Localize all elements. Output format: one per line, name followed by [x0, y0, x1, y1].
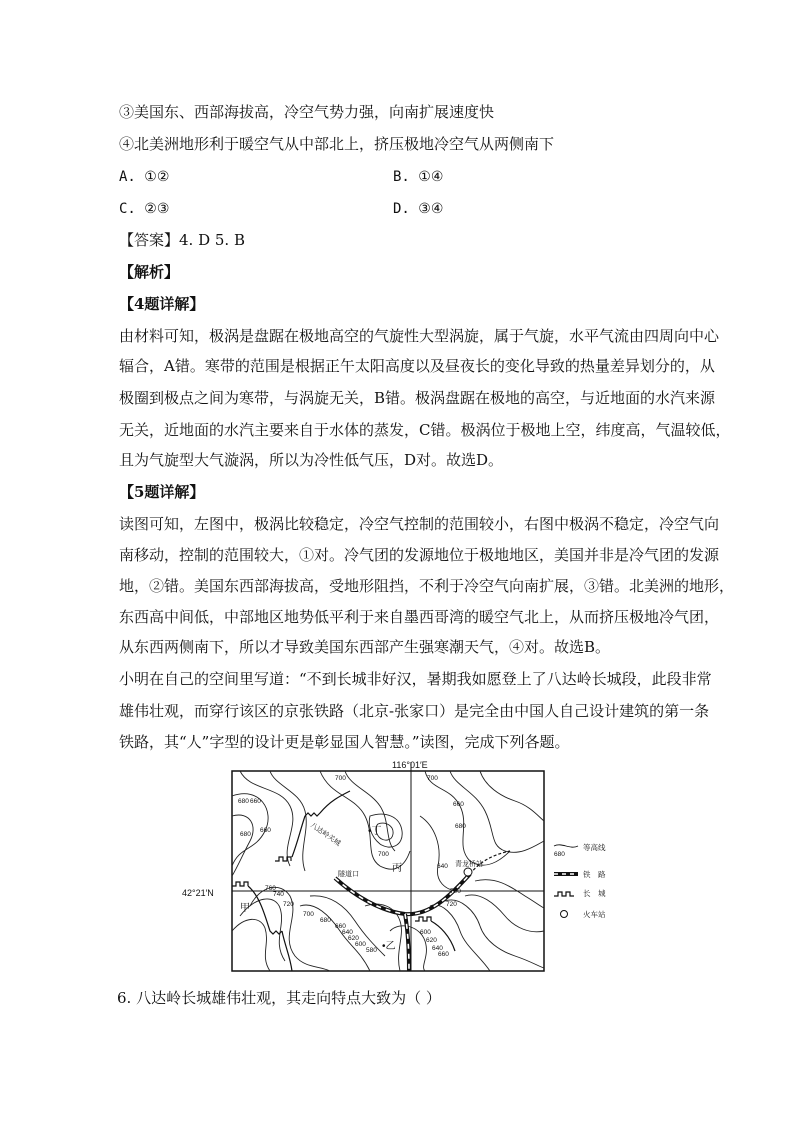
option-line-4: ④北美洲地形利于暖空气从中部北上，挤压极地冷空气从两侧南下 [119, 135, 555, 153]
svg-text:740: 740 [273, 891, 284, 898]
choice-d: D. ③④ [393, 201, 444, 217]
svg-text:660: 660 [250, 798, 261, 805]
place-label-bing: 丙 [392, 863, 402, 874]
legend-contour-value: 680 [554, 851, 565, 858]
q5-paragraph-line: 从东西两侧南下，所以才导致美国东西部产生强寒潮天气，④对。故选B。 [119, 638, 611, 656]
svg-text:660: 660 [260, 827, 271, 834]
svg-text:720: 720 [283, 901, 294, 908]
svg-text:700: 700 [303, 911, 314, 918]
q5-heading: 【5题详解】 [119, 483, 205, 501]
svg-text:600: 600 [355, 941, 366, 948]
latitude-label: 42°21′N [182, 888, 214, 898]
legend-contour-symbol [554, 845, 578, 847]
legend-station-label: 火车站 [583, 910, 606, 919]
q4-paragraph-line: 且为气旋型大气漩涡，所以为冷性低气压，D对。故选D。 [119, 451, 504, 469]
longitude-label: 116°01′E [392, 760, 428, 770]
svg-text:720: 720 [446, 901, 457, 908]
svg-text:640: 640 [342, 929, 353, 936]
tunnel-label: 隧道口 [338, 871, 359, 878]
q5-paragraph-line: 南移动，控制的范围较大，①对。冷气团的发源地位于极地地区，美国并非是冷气团的发源 [119, 546, 720, 564]
svg-text:600: 600 [420, 929, 431, 936]
stem-paragraph-line: 雄伟壮观，而穿行该区的京张铁路（北京-张家口）是完全由中国人自己设计建筑的第一条 [119, 702, 710, 720]
question-6: 6. 八达岭长城雄伟壮观，其走向特点大致为（ ） [117, 989, 441, 1007]
svg-text:700: 700 [335, 775, 346, 782]
stem-paragraph-line: 铁路，其“人”字型的设计更是彰显国人智慧。”读图，完成下列各题。 [119, 733, 570, 751]
svg-text:660: 660 [453, 801, 464, 808]
place-label-jia: 甲 [240, 903, 250, 914]
choice-a: A. ①② [119, 169, 170, 185]
contour-map-figure [180, 756, 610, 976]
contour-map-svg [180, 756, 610, 976]
q4-paragraph-line: 无关，近地面的水汽主要来自于水体的蒸发，C错。极涡位于极地上空，纬度高，气温较低， [119, 421, 731, 439]
legend-wall-label: 长 城 [583, 889, 606, 898]
svg-text:680: 680 [238, 798, 249, 805]
map-legend [554, 842, 606, 919]
q4-heading: 【4题详解】 [119, 295, 205, 313]
q4-paragraph-line: 极圈到极点之间为寒带，与涡旋无关，B错。极涡盘踞在极地的高空，与近地面的水汽来源 [119, 389, 716, 407]
badaling-label: 八达岭关城 [308, 821, 342, 848]
q5-paragraph-line: 地，②错。美国东西部海拔高，受地形阻挡，不利于冷空气向南扩展，③错。北美洲的地形， [119, 577, 735, 595]
svg-text:700: 700 [450, 888, 461, 895]
svg-text:640: 640 [437, 863, 448, 870]
q5-paragraph-line: 读图可知，左图中，极涡比较稳定，冷空气控制的范围较小，右图中极涡不稳定，冷空气向 [119, 515, 720, 533]
svg-text:660: 660 [438, 951, 449, 958]
svg-text:620: 620 [348, 935, 359, 942]
svg-text:760: 760 [265, 885, 276, 892]
place-label-yi: •乙 [382, 941, 396, 952]
svg-text:580: 580 [366, 947, 377, 954]
choice-b: B. ①④ [393, 169, 444, 185]
svg-text:680: 680 [240, 831, 251, 838]
q4-paragraph-line: 由材料可知，极涡是盘踞在极地高空的气旋性大型涡旋，属于气旋，水平气流由四周向中心 [119, 327, 720, 345]
choice-c: C. ②③ [119, 201, 170, 217]
svg-text:680: 680 [455, 823, 466, 830]
place-label-ding: •丁 [368, 826, 382, 837]
q4-paragraph-line: 辐合，A错。寒带的范围是根据正午太阳高度以及昼夜长的变化导致的热量差异划分的，从 [119, 357, 715, 375]
svg-text:680: 680 [320, 917, 331, 924]
answer-line: 【答案】4. D 5. B [119, 231, 245, 249]
svg-text:660: 660 [335, 923, 346, 930]
stem-paragraph-line: 小明在自己的空间里写道：“不到长城非好汉，暑期我如愿登上了八达岭长城段，此段非常 [119, 670, 712, 688]
option-line-3: ③美国东、西部海拔高，冷空气势力强，向南扩展速度快 [119, 103, 495, 121]
svg-text:640: 640 [432, 945, 443, 952]
svg-text:700: 700 [427, 775, 438, 782]
svg-text:700: 700 [378, 851, 389, 858]
svg-text:620: 620 [426, 937, 437, 944]
q5-paragraph-line: 东西高中间低，中部地区地势低平利于来自墨西哥湾的暖空气北上，从而挤压极地冷气团， [119, 608, 720, 626]
analysis-heading: 【解析】 [119, 263, 180, 281]
legend-wall-symbol [554, 892, 574, 896]
station-label: 青龙桥站 [455, 861, 483, 868]
train-station-icon [464, 868, 472, 876]
legend-station-icon [561, 911, 568, 918]
legend-rail-label: 铁 路 [583, 870, 606, 879]
legend-contour-label: 等高线 [583, 843, 606, 852]
